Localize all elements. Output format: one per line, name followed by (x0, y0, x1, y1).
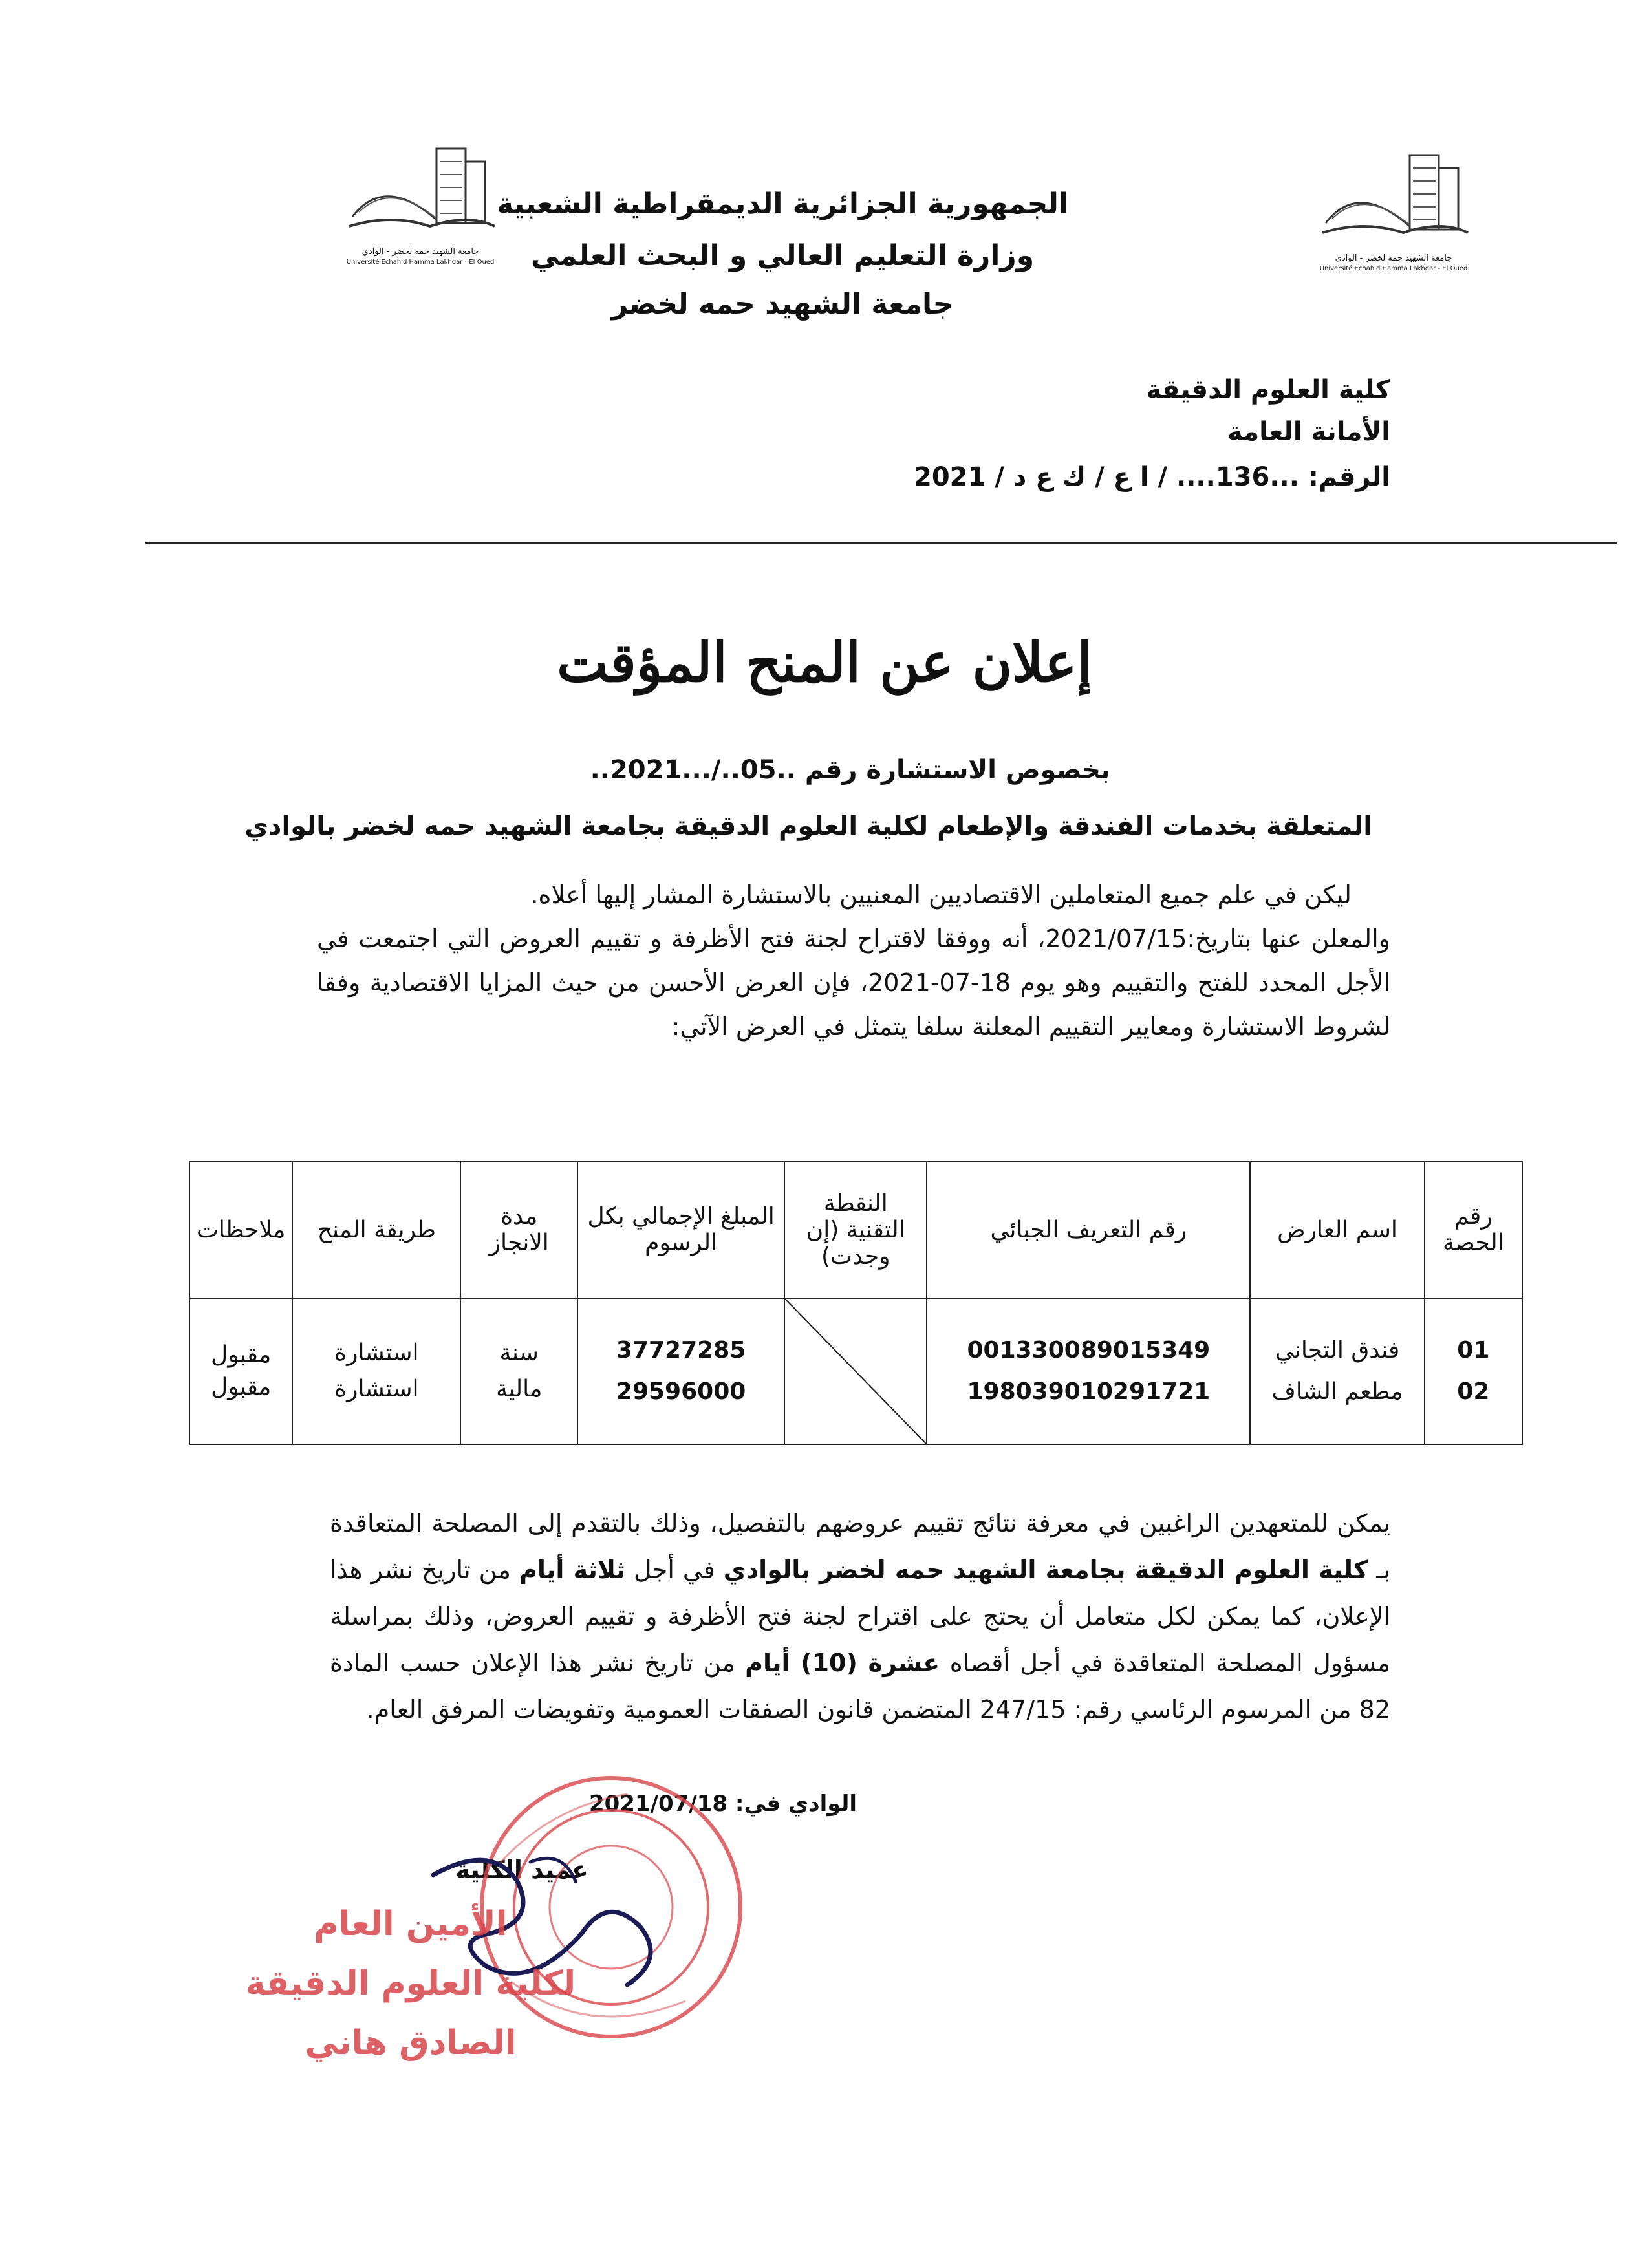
university-logo-right (1313, 142, 1474, 272)
lot-2: 02 (1457, 1378, 1490, 1405)
stamp-line-3: الصادق هاني (305, 2024, 517, 2062)
closing-part-1: يمكن للمتعهدين الراغبين في معرفة نتائج تقييم عروضهم بالتفصيل، وذلك بالتقدم إلى المصلحة المتعاقدة بـ (330, 1509, 1390, 1584)
cell-method (292, 1298, 460, 1444)
header-ministry: وزارة التعليم العالي و البحث العلمي (530, 239, 1035, 272)
cell-notes (189, 1298, 292, 1444)
intro-paragraph (317, 873, 1390, 1049)
logo-caption-en: Université Echahid Hamma Lakhdar - El Oued (346, 259, 495, 266)
stamp-line-2: لكلية العلوم الدقيقة (245, 1964, 576, 2003)
red-stamp-text (230, 1894, 592, 2073)
logo-caption-ar: جامعة الشهيد حمه لخضر - الوادي (361, 247, 479, 257)
closing-part-3: من تاريخ نشر هذا الإعلان، كما يمكن لكل متعامل أن يحتج على اقتراح لجنة فتح الأظرفة و تقييم العروض، وذلك بمراسلة مسؤول المصلحة المتعاقدة في أجل أقصاه (330, 1556, 1391, 1677)
office-name: الأمانة العامة (1227, 417, 1390, 447)
stamp-line-1: الأمين العام (314, 1905, 508, 1943)
cell-tax-ids (927, 1298, 1250, 1444)
col-amount: المبلغ الإجمالي بكل الرسوم (577, 1161, 784, 1298)
amount-1: 37727285 (616, 1337, 746, 1364)
tax-id-2: 198039010291721 (967, 1378, 1211, 1405)
header-divider (146, 542, 1617, 544)
amount-2: 29596000 (616, 1378, 746, 1405)
intro-line-2: والمعلن عنها بتاريخ:2021/07/15، أنه ووفقا لاقتراح لجنة فتح الأظرفة و تقييم العروض التي اجتمعت في الأجل المحدد للفتح والتقييم وهو يوم 18-07-2021، فإن العرض الأحسن من حيث المزايا الاقتصادية وفقا لشروط الاستشارة ومعايير التقييم المعلنة سلفا يتمثل في العرض الآتي: (317, 925, 1390, 1041)
col-tax-id: رقم التعريف الجبائي (927, 1161, 1250, 1298)
cell-duration (460, 1298, 577, 1444)
col-method: طريقة المنح (292, 1161, 460, 1298)
bidder-2: مطعم الشاف (1271, 1378, 1403, 1405)
signature-date: الوادي في: 2021/07/18 (588, 1791, 857, 1817)
col-tech-score: النقطة التقنية (إن وجدت) (784, 1161, 927, 1298)
method-2: استشارة (334, 1376, 419, 1402)
cell-tech-score-empty (784, 1298, 927, 1444)
logo-caption-en: Université Echahid Hamma Lakhdar - El Oued (1319, 265, 1468, 272)
method-1: استشارة (334, 1340, 419, 1366)
note-2: مقبول (211, 1374, 272, 1400)
cell-bidders (1250, 1298, 1424, 1444)
closing-faculty: كلية العلوم الدقيقة بجامعة الشهيد حمه لخضر بالوادي (723, 1556, 1368, 1584)
offers-table (189, 1161, 1523, 1445)
closing-three-days: ثلاثة أيام (519, 1556, 626, 1584)
header-university: جامعة الشهيد حمه لخضر (611, 288, 954, 321)
closing-part-4: من تاريخ نشر هذا الإعلان حسب المادة 82 من المرسوم الرئاسي رقم: 247/15 المتضمن قانون الصفقات العمومية وتفويضات المرفق العام. (330, 1649, 1390, 1724)
closing-ten-days: عشرة (10) أيام (745, 1649, 940, 1677)
col-lot: رقم الحصة (1425, 1161, 1522, 1298)
table-header-row (189, 1161, 1522, 1298)
col-duration: مدة الانجاز (460, 1161, 577, 1298)
closing-paragraph (330, 1500, 1390, 1733)
col-notes: ملاحظات (189, 1161, 292, 1298)
reference-number: الرقم: ...136.... / ا ع / ك ع د / 2021 (913, 462, 1390, 492)
duration-1: سنة (499, 1340, 539, 1366)
lot-1: 01 (1457, 1337, 1490, 1364)
tax-id-1: 001330089015349 (967, 1337, 1211, 1364)
consultation-subtitle: بخصوص الاستشارة رقم ..05../...2021.. (590, 755, 1110, 785)
bidder-1: فندق التجاني (1275, 1337, 1400, 1364)
closing-part-2: في أجل (625, 1556, 724, 1584)
duration-2: مالية (496, 1376, 543, 1402)
document-title: إعلان عن المنح المؤقت (557, 630, 1092, 694)
header-republic: الجمهورية الجزائرية الديمقراطية الشعبية (497, 187, 1068, 220)
intro-line-1: ليكن في علم جميع المتعاملين الاقتصاديين المعنيين بالاستشارة المشار إليها أعلاه. (530, 881, 1352, 909)
cell-lots (1425, 1298, 1522, 1444)
dean-title: عميد الكلية (455, 1856, 588, 1884)
logo-caption-ar: جامعة الشهيد حمه لخضر - الوادي (1335, 253, 1452, 263)
consultation-subject: المتعلقة بخدمات الفندقة والإطعام لكلية العلوم الدقيقة بجامعة الشهيد حمه لخضر بالوادي (244, 811, 1372, 841)
cell-amounts (577, 1298, 784, 1444)
note-1: مقبول (211, 1342, 272, 1368)
faculty-name: كلية العلوم الدقيقة (1146, 375, 1390, 405)
table-row (189, 1298, 1522, 1444)
col-bidder: اسم العارض (1250, 1161, 1424, 1298)
